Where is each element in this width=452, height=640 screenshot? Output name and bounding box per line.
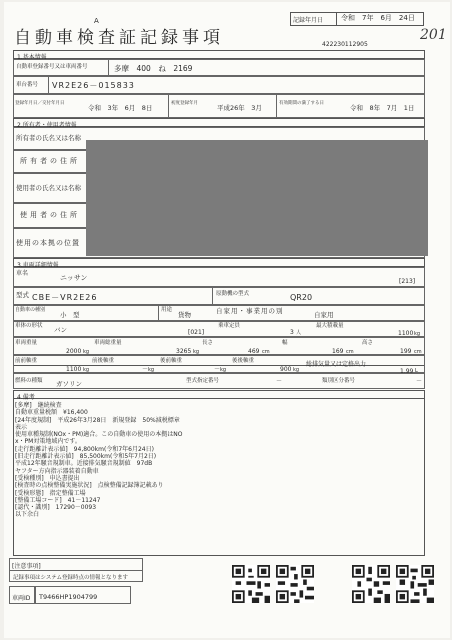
capacity-unit: 人 (296, 330, 302, 336)
remarks-line: 使用車種規制(NOx・PM)適合。この自動車の使用の本拠はNO (15, 431, 183, 439)
length-label: 長さ (202, 340, 214, 346)
width-unit: cm (346, 349, 354, 355)
type-no-label: 型式指定番号 (186, 378, 220, 384)
qr-code-3-icon (352, 565, 390, 603)
expiry-value: 令和 8年 7月 1日 (350, 104, 415, 112)
reg-date-value: 令和 3年 6月 8日 (88, 104, 153, 112)
divider (168, 94, 169, 118)
remarks-line: 自動車重量税額 ¥16,400 (15, 409, 88, 417)
remarks-line: [旧走行距離計表示値] 85,500km(令和5年7月2日) (15, 453, 157, 461)
remarks-line: [受検形態] 指定整備工場 (15, 489, 86, 497)
purpose-label: 自家用・事業用の別 (216, 307, 284, 315)
purpose-value: 自家用 (314, 311, 334, 319)
body-code: [021] (188, 329, 205, 336)
chassis-value: VR2E26－015833 (52, 81, 135, 90)
use-label: 用途 (161, 307, 173, 313)
ff-label: 前前軸重 (15, 358, 38, 364)
record-date-label: 記録年月日 (291, 13, 337, 25)
vehicle-id-value: T9466HP1904799 (39, 593, 98, 601)
engine-label: 原動機の型式 (216, 291, 250, 297)
remarks-line: [整備工場コード] 41－11247 (15, 496, 101, 504)
qr-code-4-icon (396, 565, 434, 603)
rf-label: 後前軸重 (160, 358, 183, 364)
width-label: 幅 (282, 340, 288, 346)
vehicle-id-value-box (35, 586, 131, 604)
maker-label: 車名 (16, 270, 29, 277)
fr-unit: kg (148, 367, 155, 373)
divider (48, 76, 49, 94)
notes-title: [注意事項] (12, 563, 41, 570)
user-name-label: 使用者の氏名又は名称 (16, 184, 81, 192)
gross-unit: kg (193, 349, 200, 355)
displacement-unit: L (415, 368, 418, 374)
weight-value: 2000 (66, 348, 82, 355)
length-value: 469 (248, 348, 260, 355)
first-reg-label: 初度登録年月 (171, 101, 198, 106)
weight-label: 車両重量 (15, 340, 38, 346)
remarks-line: ヤフター方向指示器装着自動車 (15, 467, 99, 475)
remarks-line: [認代・識別] 17290－0093 (15, 504, 97, 512)
rr-value: 900 (280, 366, 292, 373)
gross-value: 3265 (176, 348, 192, 355)
chassis-label: 車台番号 (16, 82, 39, 88)
height-label: 高さ (362, 340, 374, 346)
vehicle-section-title: 3.車両詳細情報 (14, 259, 424, 267)
weight-unit: kg (83, 349, 90, 355)
first-reg-value: 平成26年 3月 (217, 104, 262, 112)
gross-label: 車両総重量 (94, 340, 122, 346)
width-value: 169 (332, 348, 344, 355)
body-label: 車体の形状 (15, 323, 43, 329)
rf-unit: kg (220, 367, 227, 373)
rr-unit: kg (293, 367, 300, 373)
form-mark: A (94, 17, 99, 25)
expiry-label: 有効期間の満了する日 (279, 101, 324, 106)
record-date-box (290, 12, 424, 26)
divider (108, 59, 109, 76)
max-load-value: 1100 (398, 330, 414, 337)
class-no-label: 類別区分番号 (322, 378, 356, 384)
remarks-section-title: 4.備考 (14, 391, 424, 399)
fr-value: － (142, 366, 149, 373)
height-unit: cm (414, 349, 422, 355)
owner-section-title: 2.所有者・使用者情報 (14, 119, 424, 127)
rf-value: － (214, 366, 221, 373)
ff-value: 1100 (66, 366, 82, 373)
notes-text-box (9, 570, 143, 582)
remarks-text (15, 402, 315, 519)
user-address-label: 使用者の住所 (20, 211, 80, 219)
remarks-line: [多摩] 継続検査 (15, 402, 62, 409)
use-value: 貨物 (178, 311, 191, 319)
vehicle-id-label: 車両ID (12, 595, 31, 602)
redacted-owner-info (86, 140, 428, 256)
fuel-value: ガソリン (56, 380, 82, 388)
capacity-value: 3 (290, 329, 294, 336)
reg-date-label: 登録年月日／交付年月日 (15, 101, 65, 106)
divider (158, 305, 159, 321)
qr-code-2-icon (276, 565, 314, 603)
remarks-line: 以下余白 (15, 511, 40, 519)
body-value: バン (54, 326, 67, 334)
document-title: 自動車検査証記録事項 (14, 28, 224, 48)
handwritten-number: 201 (420, 27, 447, 43)
divider (212, 287, 213, 305)
engine-value: QR20 (290, 293, 313, 302)
remarks-line: [24年度規制] 平成26年3月28日 新規登録 50%減税標章 (15, 416, 180, 424)
record-date-value: 令和 7年 6月 24日 (341, 14, 415, 22)
length-unit: cm (262, 349, 270, 355)
fr-label: 前後軸重 (92, 358, 115, 364)
max-load-unit: kg (414, 331, 421, 337)
registration-value: 多摩 400 ね 2169 (114, 64, 193, 73)
owner-name-label: 所有者の氏名又は名称 (16, 134, 81, 142)
maker-value: ニッサン (60, 274, 88, 282)
displacement-value: 1.99 (400, 368, 414, 375)
vehicle-id-label-box (9, 586, 35, 604)
notes-title-box (9, 558, 143, 570)
ff-unit: kg (83, 367, 90, 373)
remarks-line: 平成12年騒音規制車。近接排気騒音規制値 97dB (15, 460, 153, 468)
divider (276, 94, 277, 118)
fuel-label: 燃料の種類 (15, 378, 43, 384)
capacity-label: 乗車定員 (218, 323, 241, 329)
rr-label: 後後軸重 (232, 358, 255, 364)
kind-label: 自動車の種別 (15, 307, 46, 313)
model-label: 型式 (16, 291, 29, 299)
basic-section-title: 1.基本情報 (14, 51, 424, 59)
maker-code: [213] (399, 278, 416, 285)
displacement-label: 総排気量又は定格出力 (306, 361, 367, 368)
document-number: 422230112905 (322, 41, 368, 48)
base-location-label: 使用の本拠の位置 (16, 239, 80, 247)
height-value: 199 (400, 348, 412, 355)
notes-text: 記録事項はシステム登録時点の情報となります (13, 575, 128, 581)
remarks-line: 表示 (15, 423, 28, 431)
registration-label: 自動車登録番号又は車両番号 (16, 64, 88, 70)
remarks-line: x・PM対策地域内です。 (15, 438, 81, 446)
type-no-value: － (276, 378, 283, 385)
remarks-line: [走行距離計表示値] 94,800km(令和7年6月24日) (15, 445, 154, 453)
max-load-label: 最大積載量 (316, 323, 344, 329)
remarks-line: [受検種別] 申込書提出 (15, 474, 80, 482)
qr-code-1-icon (232, 565, 270, 603)
class-no-value: － (416, 378, 423, 385)
owner-address-label: 所有者の住所 (20, 157, 80, 165)
model-value: CBE－VR2E26 (32, 293, 98, 302)
remarks-line: [検査時の点検整備実施状況] 点検整備記録簿記載あり (15, 482, 164, 490)
kind-value: 小 型 (60, 311, 80, 319)
